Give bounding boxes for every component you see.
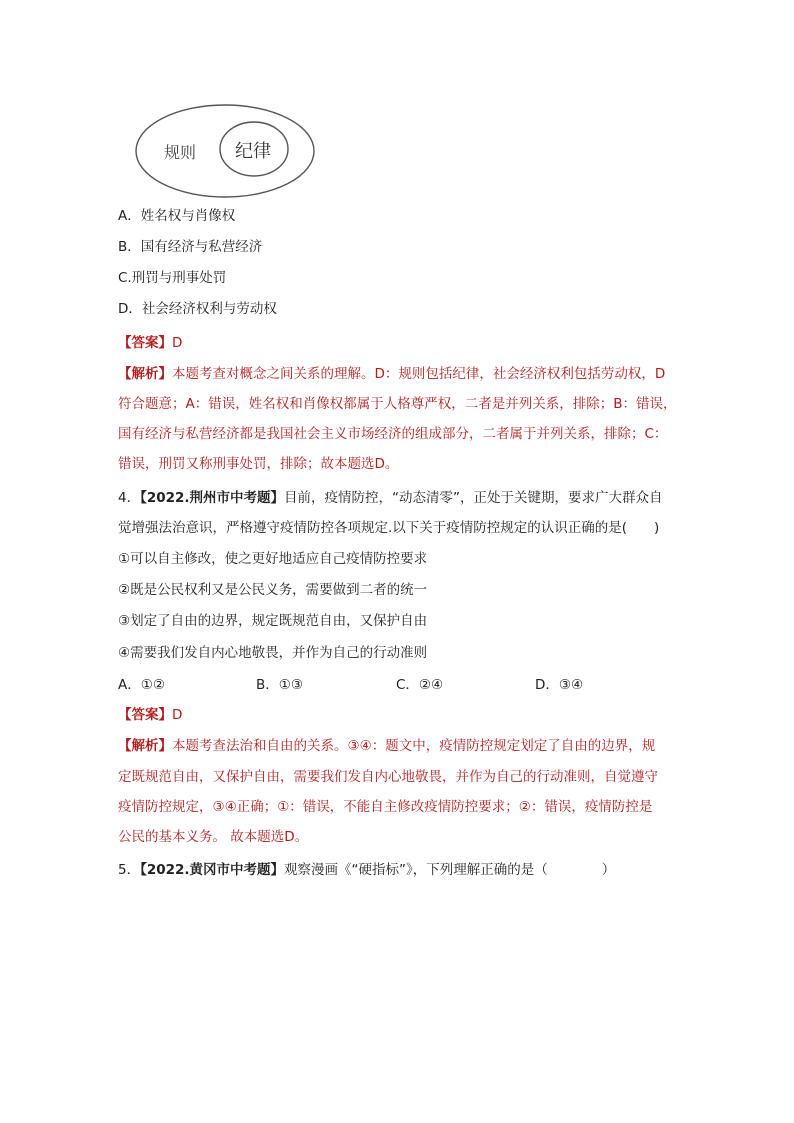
outer-label: 规则	[164, 143, 197, 162]
q4-choice-b: B．①③	[256, 677, 303, 693]
q4-choice-c: C．②④	[396, 677, 444, 693]
q4-analysis-line-4: 公民的基本义务。 故本题选D。	[118, 829, 309, 845]
question-number: 4．	[118, 490, 141, 506]
answer-tag: 【答案】	[118, 335, 172, 351]
q3-analysis-line-2: 符合题意；A：错误，姓名权和肖像权都属于人格尊严权，二者是并列关系，排除；B：错误，	[118, 396, 677, 412]
answer-value: D	[172, 707, 183, 723]
answer-value: D	[172, 335, 183, 351]
answer-tag: 【答案】	[118, 707, 172, 723]
question-stem: 观察漫画《“硬指标”》，下列理解正确的是（ ）	[284, 862, 616, 878]
q4-analysis-line-2: 定既规范自由，又保护自由，需要我们发自内心地敬畏，并作为自己的行动准则，自觉遵守	[118, 769, 658, 785]
q3-analysis-line-4: 错误，刑罚又称刑事处罚，排除；故本题选D。	[118, 456, 399, 472]
q4-choice-a: A．①②	[118, 677, 165, 693]
q4-stem-line-2: 觉增强法治意识，严格遵守疫情防控各项规定.以下关于疫情防控规定的认识正确的是( )	[118, 520, 660, 536]
q4-answer	[118, 705, 182, 725]
q4-stem-line-1	[118, 488, 663, 508]
analysis-text: 本题考查法治和自由的关系。③④：题文中，疫情防控规定划定了自由的边界，规	[172, 738, 656, 754]
q5-stem	[118, 860, 615, 880]
question-source: 【2022.荆州市中考题】	[140, 490, 285, 506]
q4-choice-d: D．③④	[535, 677, 584, 693]
q3-option-c: C.刑罚与刑事处罚	[118, 270, 227, 286]
question-stem: 目前，疫情防控，“动态清零”，正处于关键期，要求广大群众自	[284, 490, 663, 506]
question-number: 5．	[118, 862, 141, 878]
q3-answer	[118, 333, 182, 353]
q4-statement-2: ②既是公民权利又是公民义务，需要做到二者的统一	[118, 582, 428, 598]
analysis-text: 本题考查对概念之间关系的理解。D：规则包括纪律，社会经济权利包括劳动权，D	[172, 366, 666, 382]
q3-option-a: A．姓名权与肖像权	[118, 208, 236, 224]
q4-statement-1: ①可以自主修改，使之更好地适应自己疫情防控要求	[118, 551, 428, 567]
q4-analysis-line-3: 疫情防控规定，③④正确；①：错误，不能自主修改疫情防控要求；②：错误，疫情防控是	[118, 799, 653, 815]
q3-option-b: B．国有经济与私营经济	[118, 239, 263, 255]
analysis-tag: 【解析】	[118, 366, 172, 382]
q3-option-d: D．社会经济权利与劳动权	[118, 301, 277, 317]
q4-statement-4: ④需要我们发自内心地敬畏，并作为自己的行动准则	[118, 645, 428, 661]
inner-label: 纪律	[235, 141, 271, 162]
question-source: 【2022.黄冈市中考题】	[140, 862, 285, 878]
q3-analysis-line-3: 国有经济与私营经济都是我国社会主义市场经济的组成部分，二者属于并列关系，排除；C：	[118, 426, 668, 442]
q4-statement-3: ③划定了自由的边界，规定既规范自由，又保护自由	[118, 613, 428, 629]
q3-analysis-line-1	[118, 364, 665, 384]
q4-analysis-line-1	[118, 736, 655, 756]
analysis-tag: 【解析】	[118, 738, 172, 754]
venn-diagram	[134, 103, 316, 203]
